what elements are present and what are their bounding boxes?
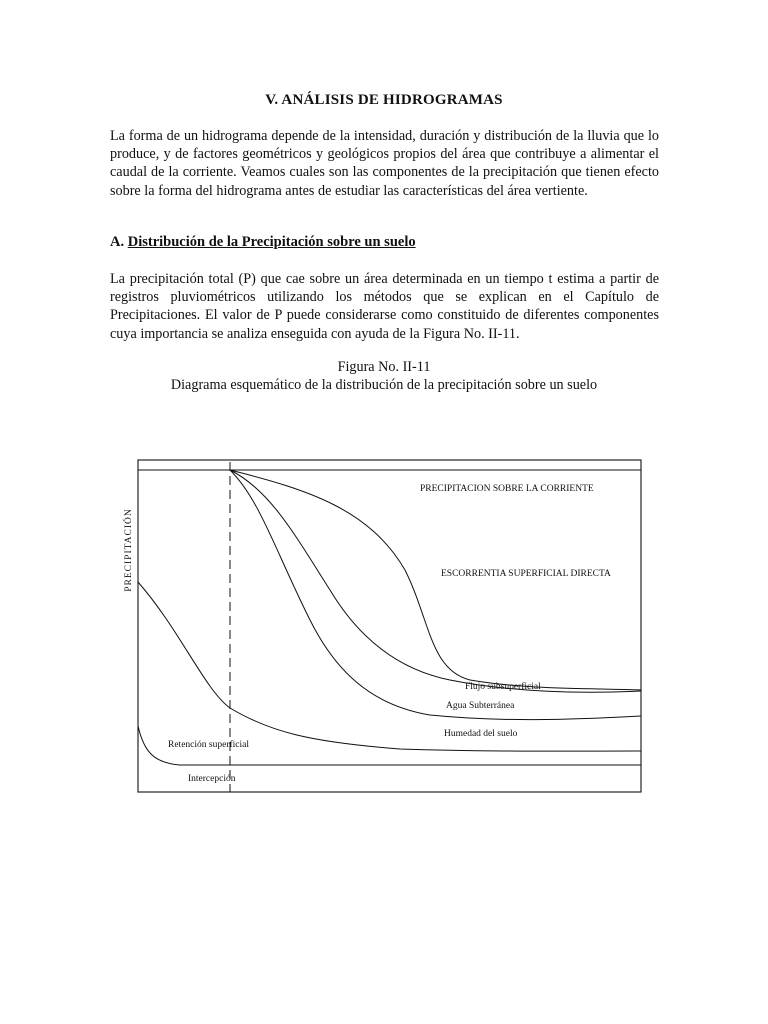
label-precip-corriente: PRECIPITACION SOBRE LA CORRIENTE — [420, 484, 594, 494]
y-axis-label: PRECIPITACIÓN — [124, 508, 134, 592]
section-a-heading — [110, 234, 416, 251]
label-flujo-subsuperficial: Flujo subsuperficial — [465, 682, 541, 692]
label-retencion-superficial: Retención superficial — [168, 740, 249, 750]
diagram-svg — [110, 450, 650, 800]
figure-number: Figura No. II-11 — [337, 359, 431, 375]
precipitation-paragraph: La precipitación total (P) que cae sobre un área determinada en un tiempo t estima a partir de registros pluviométricos utilizando los métodos que se explican en el Capítulo de Precipitaciones. El valor de P puede considerarse como constituido de diferentes componentes cuya importancia se analiza enseguida con ayuda de la Figura No. II-11. — [110, 271, 659, 342]
curve-groundwater — [230, 470, 641, 720]
section-a-prefix: A. — [110, 234, 125, 250]
document-title: V. ANÁLISIS DE HIDROGRAMAS — [265, 92, 503, 108]
intro-paragraph: La forma de un hidrograma depende de la intensidad, duración y distribución de la lluvia que lo produce, y de factores geométricos y geológicos propios del área que contribuye a alimentar el caudal de la corriente. Veamos cuales son las componentes de la precipitación que tienen efecto sobre la forma del hidrograma antes de estudiar las características del área vertiente. — [110, 128, 659, 199]
section-a-title: Distribución de la Precipitación sobre un suelo — [127, 234, 416, 250]
label-humedad-suelo: Humedad del suelo — [444, 729, 518, 739]
label-escorrentia: ESCORRENTIA SUPERFICIAL DIRECTA — [441, 569, 611, 579]
label-agua-subterranea: Agua Subterránea — [446, 701, 515, 711]
precipitation-diagram — [110, 450, 650, 805]
curve-precipitation-stream — [230, 470, 641, 690]
curve-soil-moisture — [138, 582, 641, 751]
figure-description: Diagrama esquemático de la distribución de la precipitación sobre un suelo — [170, 377, 598, 393]
label-intercepcion: Intercepción — [188, 774, 236, 784]
